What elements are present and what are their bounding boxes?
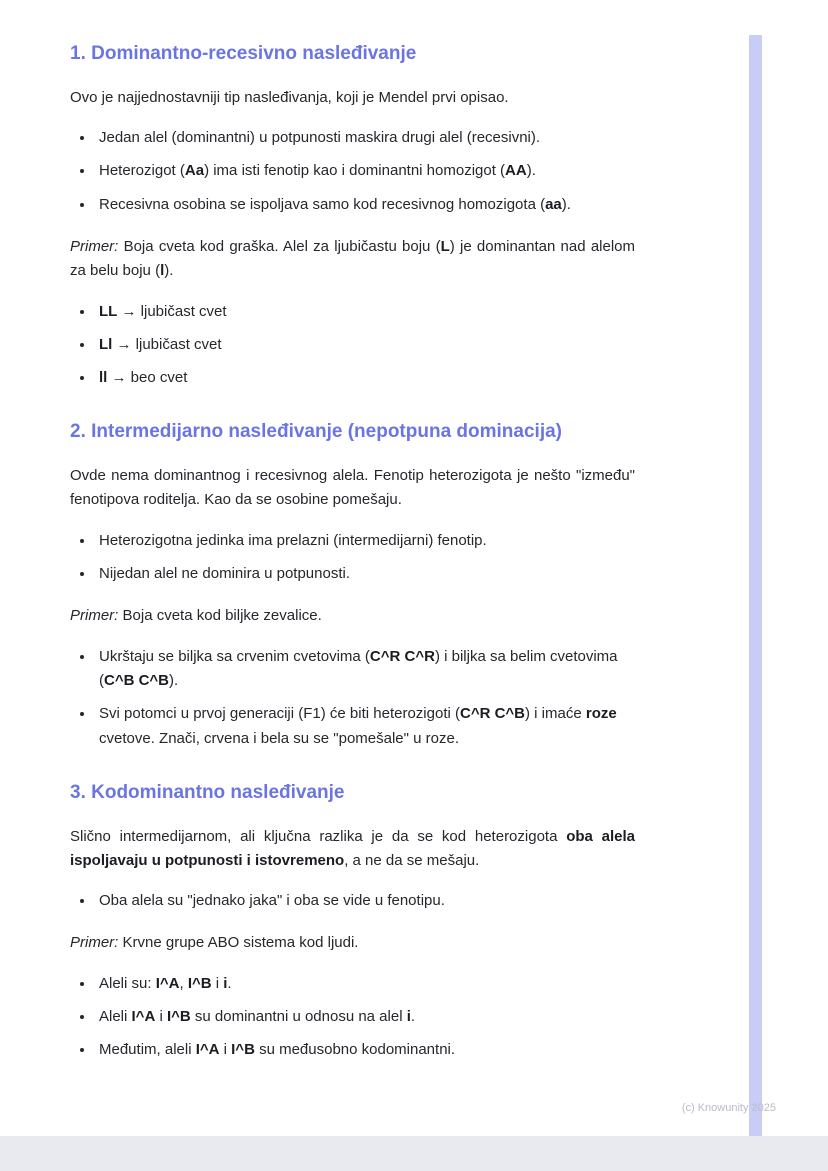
text-run: oba alela ispoljavaju u potpunosti i istovremeno <box>70 827 635 869</box>
example-paragraph <box>70 931 635 955</box>
text-run: Ukrštaju se biljka sa crvenim cvetovima ( <box>99 647 370 665</box>
text-run: su međusobno kodominantni. <box>254 1041 456 1059</box>
list-item <box>95 972 635 996</box>
text-run: LL <box>99 302 118 320</box>
text-run: Primer: <box>70 607 119 625</box>
text-run: C^R C^R <box>369 647 435 665</box>
section-heading <box>70 420 635 444</box>
example-paragraph <box>70 604 635 628</box>
bullet-list <box>70 300 635 391</box>
text-run: ). <box>526 162 536 180</box>
text-run: i <box>223 974 228 992</box>
text-run: I^B <box>231 1041 255 1059</box>
copyright-footer: (c) Knowunity 2025 <box>681 1102 776 1114</box>
text-run: Ll <box>99 335 113 353</box>
list-item <box>95 193 635 217</box>
section-heading <box>70 42 635 66</box>
text-run: C^B C^B <box>104 671 170 689</box>
text-run: Krvne grupe ABO sistema kod ljudi. <box>118 934 359 952</box>
text-run: L <box>440 237 450 255</box>
list-item <box>95 333 635 357</box>
text-run: C^R C^B <box>459 705 526 723</box>
text-run: i <box>406 1008 411 1026</box>
list-item <box>95 126 635 150</box>
text-run: cvetove. Znači, crvena i bela su se "pomešale" u roze. <box>99 729 459 747</box>
text-run: Svi potomci u prvoj generaciji (F1) će biti heterozigoti ( <box>99 705 460 723</box>
text-run: Ovde nema dominantnog i recesivnog alela. Fenotip heterozigota je nešto "između" fenotipova roditelja. Kao da se osobine pomešaju. <box>70 467 635 509</box>
paragraph <box>70 464 635 513</box>
text-run: aa <box>545 195 562 213</box>
list-item <box>95 889 635 913</box>
text-run: Međutim, aleli <box>99 1041 196 1059</box>
text-run: roze <box>585 705 617 723</box>
text-run: ) i imaće <box>525 705 586 723</box>
paragraph <box>70 86 635 110</box>
bullet-list <box>70 889 635 913</box>
text-run: . <box>227 974 232 992</box>
list-item <box>95 300 635 324</box>
text-run: ) je dominantan nad alelom za belu boju ( <box>70 237 636 280</box>
text-run: I^B <box>187 974 212 992</box>
list-item <box>95 366 635 390</box>
text-run: Jedan alel (dominantni) u potpunosti maskira drugi alel (recesivni). <box>99 129 541 147</box>
list-item <box>95 529 635 553</box>
text-run: ). <box>169 671 179 689</box>
text-run: Recesivna osobina se ispoljava samo kod recesivnog homozigota ( <box>99 195 546 213</box>
text-run: 3. Kodominantno nasleđivanje <box>70 781 345 803</box>
text-run: Boja cveta kod biljke zevalice. <box>118 607 322 625</box>
text-run: Primer: <box>70 237 119 255</box>
text-run: Aleli <box>99 1008 132 1026</box>
text-run: Nijedan alel ne dominira u potpunosti. <box>99 565 350 583</box>
text-run: I^A <box>131 1008 156 1026</box>
text-run: ) i biljka sa belim cvetovima ( <box>99 647 618 689</box>
text-run: Slično intermedijarnom, ali ključna razlika je da se kod heterozigota <box>70 827 567 845</box>
text-run: . <box>410 1008 416 1026</box>
bullet-list <box>70 972 635 1063</box>
text-run: 1. Dominantno-recesivno nasleđivanje <box>70 43 417 64</box>
text-run: i <box>155 1008 167 1026</box>
text-run: I^A <box>195 1041 220 1059</box>
page-ribbon <box>749 35 762 1137</box>
section-heading <box>70 781 635 805</box>
text-run: ). <box>164 262 174 280</box>
text-run: Heterozigot ( <box>99 162 185 180</box>
list-item <box>95 1005 635 1029</box>
list-item <box>95 1038 635 1062</box>
page-bottom-edge <box>0 1136 828 1171</box>
bullet-list <box>70 126 635 217</box>
text-run: → ljubičast cvet <box>112 335 222 353</box>
text-run: , <box>179 974 188 992</box>
list-item <box>95 702 635 751</box>
list-item <box>95 562 635 586</box>
text-run: → beo cvet <box>107 369 188 387</box>
text-run: ll <box>99 369 108 387</box>
text-run: → ljubičast cvet <box>117 302 227 320</box>
text-run: l <box>160 262 165 280</box>
text-run: Boja cveta kod graška. Alel za ljubičastu boju ( <box>118 237 441 255</box>
text-run: Ovo je najjednostavniji tip nasleđivanja, koji je Mendel prvi opisao. <box>70 88 509 106</box>
text-run: 2. Intermedijarno nasleđivanje (nepotpuna dominacija) <box>70 421 562 443</box>
text-run: I^B <box>166 1008 191 1026</box>
list-item <box>95 645 635 694</box>
example-paragraph <box>70 235 635 284</box>
text-run: i <box>219 1041 232 1059</box>
text-run: i <box>211 974 224 992</box>
text-run: ) ima isti fenotip kao i dominantni homozigot ( <box>204 162 506 180</box>
text-run: I^A <box>155 974 180 992</box>
text-run: AA <box>505 162 527 180</box>
text-run: Aa <box>184 162 205 180</box>
text-run: Aleli su: <box>99 974 156 992</box>
list-item <box>95 159 635 183</box>
bullet-list <box>70 529 635 587</box>
bullet-list <box>70 645 635 751</box>
text-run: Heterozigotna jedinka ima prelazni (intermedijarni) fenotip. <box>99 531 487 549</box>
paragraph <box>70 825 635 874</box>
text-run: su dominantni u odnosu na alel <box>190 1008 407 1026</box>
text-run: Oba alela su "jednako jaka" i oba se vide u fenotipu. <box>99 892 445 910</box>
text-run: , a ne da se mešaju. <box>344 851 480 869</box>
text-run: ). <box>561 195 571 213</box>
text-run: Primer: <box>70 934 119 952</box>
